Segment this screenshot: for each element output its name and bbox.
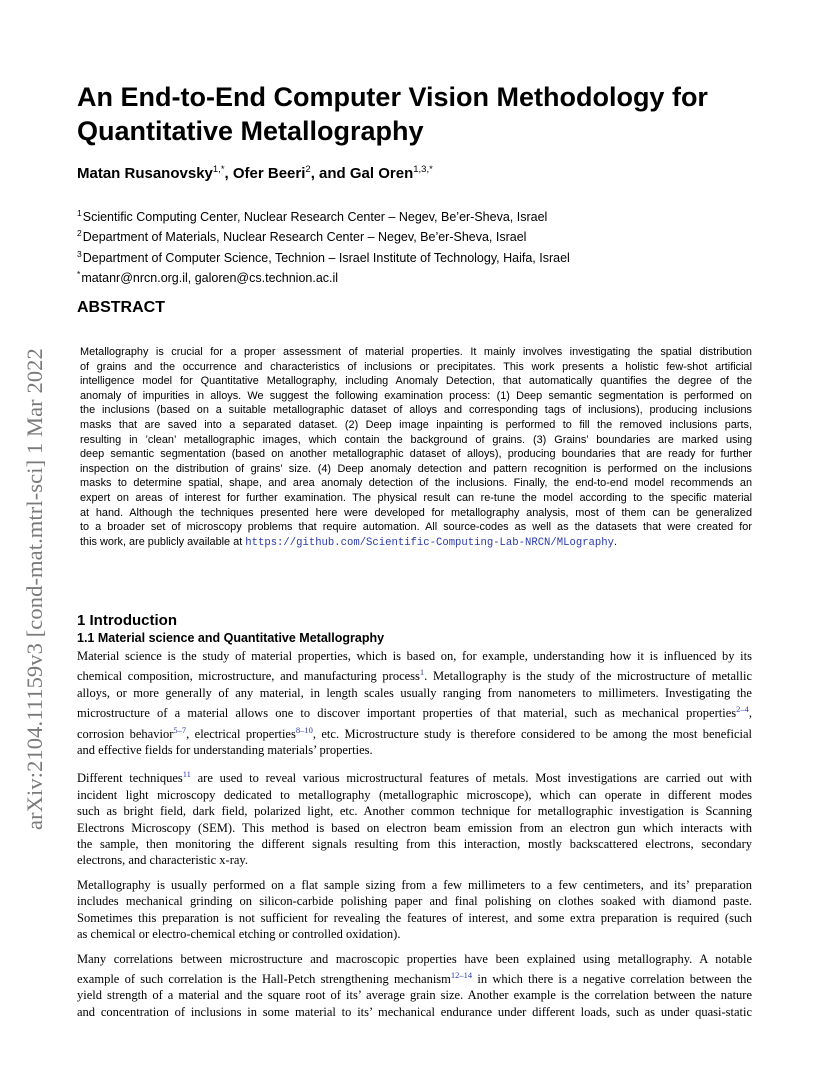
contact-emails: [77, 266, 570, 286]
text-line: Sometimes this preparation is not sufficient for revealing the features of interest, and some extra preparation is required (such: [77, 910, 752, 925]
affiliation-mark: 1: [77, 208, 82, 218]
text-run: microstructure of a material allows one to discover important properties of that material, such as mechanical properties: [77, 706, 737, 721]
text-line: includes mechanical grinding on silicon-carbide polishing paper and final polishing on clothes soaked with diamond paste.: [77, 894, 752, 909]
abstract-line: to a broader set of microscopy problems that require automation. All source-codes as well as the datasets that were created for: [80, 521, 752, 534]
abstract-body: [80, 345, 752, 550]
text-line: Many correlations between microstructure and macroscopic properties have been explained using metallography. A notable: [77, 951, 752, 966]
text-line: and effective fields for understanding materials’ properties.: [77, 743, 373, 758]
abstract-line: at hand. Although the techniques presented here were developed for metallography analysis, most of them can be generalized: [80, 506, 752, 519]
abstract-line: deep semantic segmentation (based on another metallographic dataset of alloys), producing boundaries that are ready for further: [80, 448, 752, 461]
text-line: as chemical or electro-chemical etching or controlled oxidation).: [77, 927, 401, 942]
abstract-line: expert on areas of interest for further examination. The physical result can re-tune the model according to the specific material: [80, 491, 752, 504]
text-run: in which there is a negative correlation between the: [472, 971, 752, 986]
author-list: [77, 164, 433, 182]
text-line: electrons, and characteristic x-ray.: [77, 853, 248, 868]
email-text: matanr@nrcn.org.il, galoren@cs.technion.ac.il: [81, 270, 339, 285]
text-line: such as bright field, dark field, polarized light, etc. Another common technique for metallographic investigation is Scanning: [77, 804, 752, 819]
text-line: Metallography is usually performed on a flat sample sizing from a few millimeters to a few centimeters, and its’ preparation: [77, 877, 752, 892]
text-line: the sample, then monitoring the different signals resulting from this interaction, mostly backscattered electrons, secondary: [77, 837, 752, 852]
text-run: example of such correlation is the Hall-Petch strengthening mechanism: [77, 971, 451, 986]
abstract-line: [80, 535, 752, 551]
citation-link[interactable]: 12–14: [450, 969, 473, 980]
author-affiliation-mark: 1,*: [212, 164, 225, 175]
title-line-2: Quantitative Metallography: [77, 116, 424, 146]
paragraph: [77, 648, 752, 758]
text-run: . Metallography is the study of the microstructure of metallic: [424, 669, 753, 684]
paper-title: [77, 80, 767, 148]
text-line: [77, 967, 752, 987]
text-line: yield strength of a material and the square root of its’ average grain size. Another example is the correlation between the nature: [77, 988, 752, 1003]
author-name: Matan Rusanovsky: [77, 165, 213, 182]
abstract-line: intelligence model for Quantitative Metallography, including Anomaly Detection, that automatically quantifies the degree of the: [80, 375, 752, 388]
text-line: and concentration of inclusions in some material to its’ mechanical endurance under different loads, such as under quasi-static: [77, 1004, 752, 1019]
abstract-line: Metallography is crucial for a proper assessment of material properties. It mainly involves investigating the spatial distribution: [80, 346, 752, 358]
text-line: [77, 722, 752, 742]
text-line: Material science is the study of material properties, which is based on, for example, understanding how it is influenced by its: [77, 649, 752, 663]
paragraph: [77, 766, 752, 868]
text-line: alloys, or more generally of any material, in length scales usually ranging from nanometers to millimeters. Investigating the: [77, 685, 752, 700]
author-name: Ofer Beeri: [232, 165, 306, 182]
text-run: ,: [748, 706, 752, 721]
affiliations: [77, 205, 570, 286]
text-run: chemical composition, microstructure, and manufacturing process: [77, 669, 420, 684]
subsection-heading: 1.1 Material science and Quantitative Metallography: [77, 631, 385, 645]
author-separator: , and: [310, 165, 350, 182]
abstract-line: masks to determine spatial, shape, and area anomaly detection of the inclusions. Finally, the end-to-end model recommends an: [80, 477, 752, 490]
title-line-1: An End-to-End Computer Vision Methodology for: [77, 82, 708, 112]
text-run: , etc. Microstructure study is therefore considered to be among the most beneficial: [312, 726, 752, 741]
abstract-line: masks that are saved into a separated dataset. (2) Deep image inpainting is performed to fill the removed inclusions parts,: [80, 418, 752, 431]
text-line: [77, 664, 752, 684]
affiliation-text: Department of Computer Science, Technion – Israel Institute of Technology, Haifa, Israel: [82, 250, 570, 265]
author-affiliation-mark: 1,3,*: [413, 164, 433, 175]
citation-link[interactable]: 1: [419, 667, 425, 678]
citation-link[interactable]: 2–4: [736, 704, 749, 715]
affiliation-text: Scientific Computing Center, Nuclear Research Center – Negev, Be’er-Sheva, Israel: [82, 210, 548, 224]
affiliation-mark: 3: [77, 248, 82, 259]
text-line: incident light microscopy dedicated to metallography (metallographic microscope), which can operate in different modes: [77, 787, 752, 802]
citation-link[interactable]: 11: [182, 769, 191, 780]
section-heading-introduction: 1 Introduction: [77, 612, 177, 629]
abstract-line: inspection on the distribution of grains’ size. (4) Deep anomaly detection and pattern recognition is performed on the inclusions: [80, 462, 752, 475]
abstract-heading: ABSTRACT: [77, 299, 165, 316]
paragraph: [77, 951, 752, 1021]
github-link[interactable]: https://github.com/Scientific-Computing-Lab-NRCN/MLography: [245, 536, 614, 549]
citation-link[interactable]: 8–10: [295, 724, 313, 735]
text-line: [77, 766, 752, 786]
abstract-line: resulting in ’clean’ metallographic images, which contain the background of grains. (3) Grains’ boundaries are marked using: [80, 433, 752, 446]
affiliation-mark: 2: [77, 228, 82, 239]
text-line: Electrons Microscopy (SEM). This method is based on electron beam emission from an electron gun which interacts with: [77, 820, 752, 835]
affiliation-text: Department of Materials, Nuclear Research Center – Negev, Be’er-Sheva, Israel: [82, 230, 527, 245]
affiliation-3: [77, 246, 570, 266]
abstract-text: .: [614, 535, 618, 548]
paragraph: [77, 877, 752, 943]
text-run: Different techniques: [77, 771, 183, 786]
abstract-line: of grains and the occurrence and characteristics of inclusions or precipitates. This work presents a holistic few-shot artificial: [80, 360, 752, 373]
citation-link[interactable]: 5–7: [173, 724, 187, 735]
affiliation-mark: *: [77, 268, 81, 279]
abstract-text: this work, are publicly available at: [80, 535, 246, 548]
body-text: [77, 648, 752, 1028]
author-name: Gal Oren: [349, 165, 414, 182]
text-run: , electrical properties: [186, 726, 296, 741]
author-separator: ,: [224, 165, 233, 182]
abstract-line: anomaly of impurities in alloys. We suggest the following examination process: (1) Deep semantic segmentation is performed on: [80, 389, 752, 402]
text-line: [77, 701, 752, 721]
affiliation-2: [77, 225, 570, 245]
abstract-line: the inclusions (based on a suitable metallographic dataset of alloys and corresponding tags of inclusions), producing inclusions: [80, 404, 752, 417]
text-run: corrosion behavior: [77, 726, 174, 741]
arxiv-identifier: arXiv:2104.11159v3 [cond-mat.mtrl-sci] 1 Mar 2022: [22, 348, 47, 830]
text-run: are used to reveal various microstructural features of metals. Most investigations are carried out with: [190, 771, 752, 786]
affiliation-1: [77, 205, 570, 225]
author-affiliation-mark: 2: [305, 164, 311, 175]
